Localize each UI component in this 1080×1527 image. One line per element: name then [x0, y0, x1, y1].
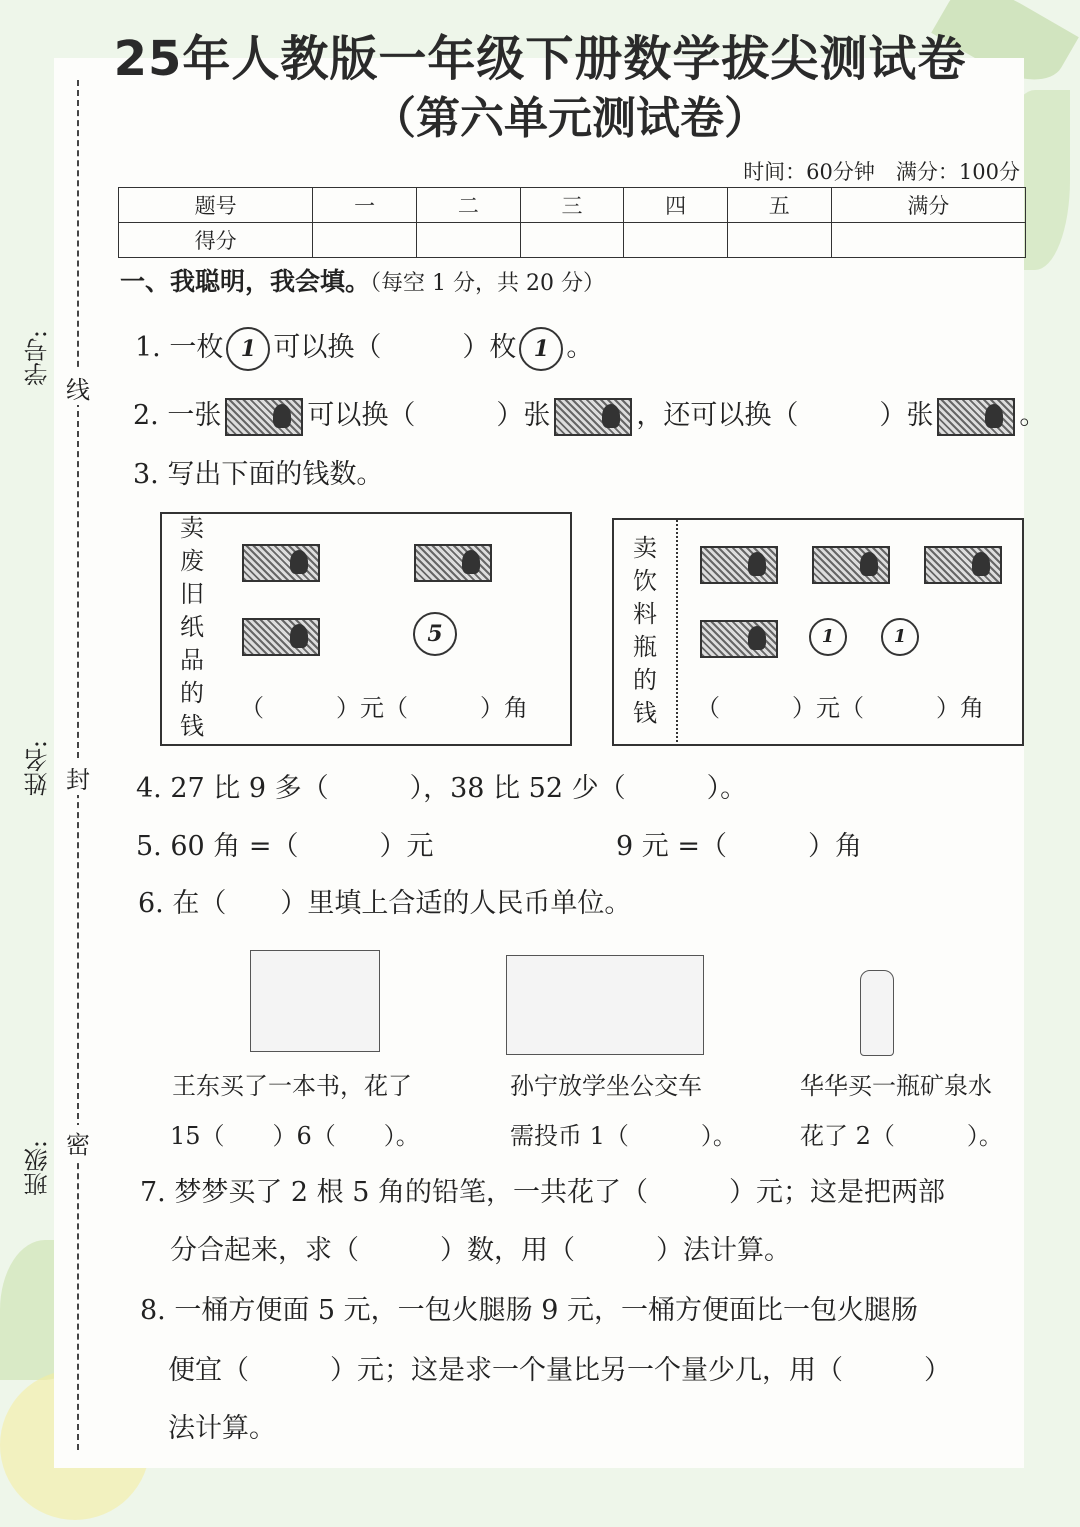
q6-caption-1-line1: 王东买了一本书，花了 [172, 1072, 412, 1100]
water-bottle-illustration [860, 970, 894, 1056]
banknote-icon [700, 546, 778, 584]
table-row [119, 188, 1026, 223]
question-5a: 5. 60 角 =（ ）元 [136, 831, 434, 862]
question-6: 6. 在（ ）里填上合适的人民币单位。 [138, 888, 632, 919]
side-label-xuehao: 学号: [24, 330, 52, 387]
table-cell: 得分 [119, 223, 313, 258]
q6-caption-1-line2: 15（ ）6（ ）。 [170, 1122, 420, 1150]
banknote-icon [414, 544, 492, 582]
side-label-mi: 密 [66, 1125, 90, 1160]
question-2: 2. 一张 可以换（ ）张 ，还可以换（ ）张 。 [133, 393, 1046, 436]
score-input-cell[interactable] [520, 223, 624, 258]
question-5b: 9 元 =（ ）角 [616, 831, 862, 862]
page-subtitle: （第六单元测试卷） [372, 93, 768, 144]
money-box-right-label: 卖饮料瓶的钱 [633, 534, 657, 727]
score-input-cell[interactable] [417, 223, 521, 258]
banknote-icon [700, 620, 778, 658]
money-answer-right: （ ）元（ ）角 [696, 694, 984, 722]
table-cell: 三 [520, 188, 624, 223]
q6-caption-2-line2: 需投币 1（ ）。 [510, 1122, 737, 1150]
banknote-icon [937, 398, 1015, 436]
banknote-icon [225, 398, 303, 436]
exam-meta: 时间：60分钟 满分：100分 [743, 160, 1020, 184]
score-table [118, 187, 1026, 258]
banknote-icon [554, 398, 632, 436]
section-1-heading: 一、我聪明，我会填。（每空 1 分，共 20 分） [120, 267, 605, 296]
table-cell: 满分 [831, 188, 1025, 223]
question-7-line2: 分合起来，求（ ）数，用（ ）法计算。 [170, 1235, 791, 1266]
question-7-line1: 7. 梦梦买了 2 根 5 角的铅笔，一共花了（ ）元；这是把两部 [140, 1177, 946, 1208]
one-jiao-coin-icon: 1 [809, 618, 847, 656]
q6-caption-2-line1: 孙宁放学坐公交车 [510, 1072, 702, 1100]
money-answer-left: （ ）元（ ）角 [240, 694, 528, 722]
side-label-xingming: 姓名: [24, 740, 52, 797]
bus-illustration [506, 955, 704, 1055]
score-input-cell[interactable] [313, 223, 417, 258]
score-input-cell[interactable] [624, 223, 728, 258]
table-cell: 一 [313, 188, 417, 223]
page-title: 25年人教版一年级下册数学拔尖测试卷 [113, 31, 967, 87]
one-jiao-coin-icon: 1 [519, 327, 563, 371]
five-jiao-coin-icon: 5 [413, 612, 457, 656]
table-cell: 四 [624, 188, 728, 223]
table-row [119, 223, 1026, 258]
side-label-xian: 线 [66, 370, 90, 405]
question-1: 1. 一枚 1 可以换（ ）枚 1 。 [135, 325, 593, 371]
q6-caption-3-line2: 花了 2（ ）。 [800, 1122, 1003, 1150]
question-3: 3. 写出下面的钱数。 [133, 459, 384, 490]
one-jiao-coin-icon: 1 [226, 327, 270, 371]
question-8-line2: 便宜（ ）元；这是求一个量比另一个量少几，用（ ） [168, 1355, 951, 1386]
q6-caption-3-line1: 华华买一瓶矿泉水 [800, 1072, 992, 1100]
score-input-cell[interactable] [831, 223, 1025, 258]
question-8-line3: 法计算。 [168, 1413, 276, 1444]
money-box-left-label: 卖废旧纸品的钱 [180, 514, 204, 740]
bookstore-illustration [250, 950, 380, 1052]
side-label-banji: 班级: [24, 1140, 52, 1197]
money-box-right-divider [676, 520, 678, 742]
table-cell: 题号 [119, 188, 313, 223]
banknote-icon [242, 618, 320, 656]
question-8-line1: 8. 一桶方便面 5 元，一包火腿肠 9 元，一桶方便面比一包火腿肠 [140, 1295, 919, 1326]
banknote-icon [242, 544, 320, 582]
banknote-icon [812, 546, 890, 584]
one-jiao-coin-icon: 1 [881, 618, 919, 656]
side-label-feng: 封 [66, 760, 90, 795]
score-input-cell[interactable] [727, 223, 831, 258]
table-cell: 五 [727, 188, 831, 223]
table-cell: 二 [417, 188, 521, 223]
question-4: 4. 27 比 9 多（ ），38 比 52 少（ ）。 [136, 773, 748, 804]
banknote-icon [924, 546, 1002, 584]
